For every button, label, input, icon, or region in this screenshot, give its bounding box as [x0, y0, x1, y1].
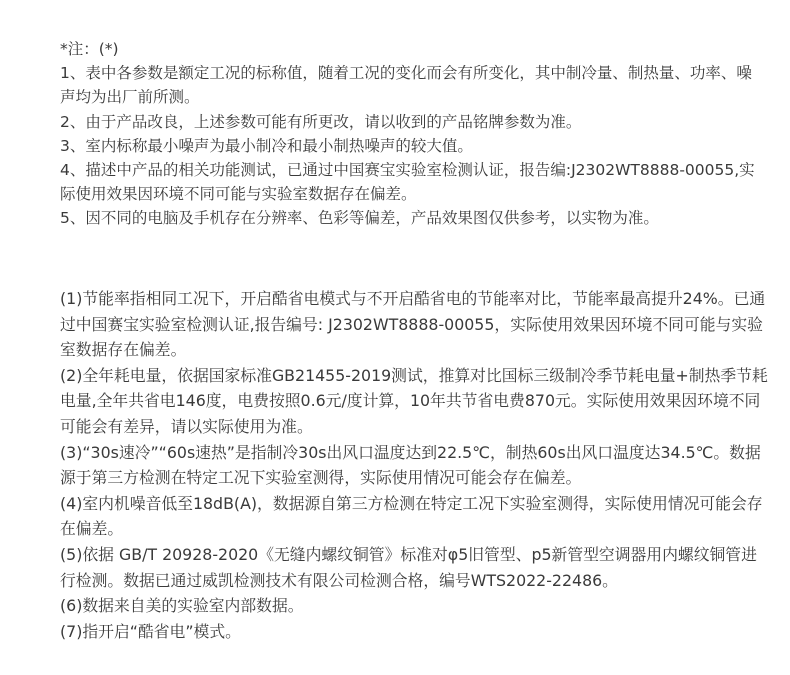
footnote-item: (4)室内机噪音低至18dB(A)，数据源自第三方检测在特定工况下实验室测得，实际使用情况可能会存在偏差。	[60, 493, 763, 539]
footnote-item: (2)全年耗电量，依据国家标准GB21455-2019测试，推算对比国标三级制冷季节耗电量+制热季节耗电量,全年共省电146度，电费按照0.6元/度计算，10年共节省电费870元。实际使用效果因环境不同可能会有差异，请以实际使用为准。	[60, 365, 768, 436]
note-item: 1、表中各参数是额定工况的标称值，随着工况的变化而会有所变化，其中制冷量、制热量、功率、噪声均为出厂前所测。	[60, 64, 752, 107]
footnotes-section	[60, 286, 770, 644]
footnote-item: (3)“30s速冷”“60s速热”是指制冷30s出风口温度达到22.5℃，制热60s出风口温度达34.5℃。数据源于第三方检测在特定工况下实验室测得，实际使用情况可能会存在偏差。	[60, 442, 761, 488]
footnote-item: (1)节能率指相同工况下，开启酷省电模式与不开启酷省电的节能率对比，节能率最高提升24%。已通过中国赛宝实验室检测认证,报告编号: J2302WT8888-00055，实际使用效果因环境不同可能与实验室数据存在偏差。	[60, 289, 766, 360]
note-item: 3、室内标称最小噪声为最小制冷和最小制热噪声的较大值。	[60, 136, 473, 155]
note-item: 5、因不同的电脑及手机存在分辨率、色彩等偏差，产品效果图仅供参考，以实物为准。	[60, 209, 659, 228]
footnote-item: (5)依据 GB/T 20928-2020《无缝内螺纹铜管》标准对φ5旧管型、p5新管型空调器用内螺纹铜管进行检测。数据已通过威凯检测技术有限公司检测合格，编号WTS2022-22486。	[60, 544, 757, 590]
notes-section	[60, 37, 765, 231]
note-item: 2、由于产品改良，上述参数可能有所更改，请以收到的产品铭牌参数为准。	[60, 112, 582, 131]
notes-title: *注：(*)	[60, 40, 119, 58]
footnote-item: (6)数据来自美的实验室内部数据。	[60, 596, 304, 616]
note-item: 4、描述中产品的相关功能测试，已通过中国赛宝实验室检测认证，报告编:J2302WT8888-00055,实际使用效果因环境不同可能与实验室数据存在偏差。	[60, 161, 755, 204]
footnote-item: (7)指开启“酷省电”模式。	[60, 621, 241, 641]
